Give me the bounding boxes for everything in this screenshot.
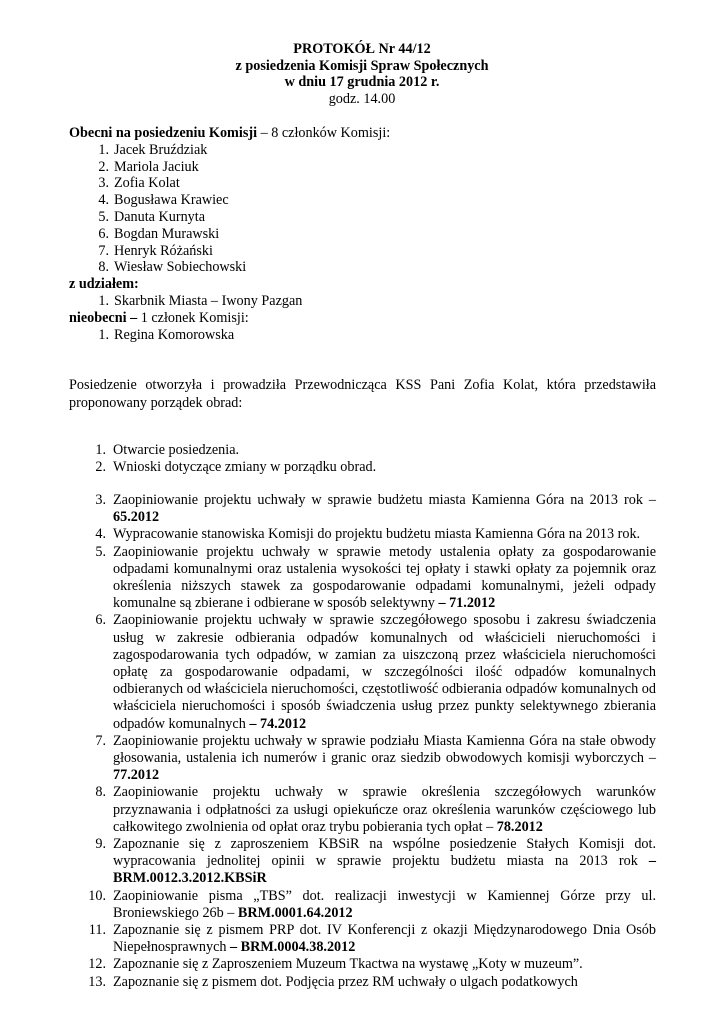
agenda-item <box>80 888 656 922</box>
agenda-text: Zapoznanie się z Zaproszeniem Muzeum Tkactwa na wystawę „Koty w muzeum”. <box>113 956 583 973</box>
resolution-number: – 71.2012 <box>438 595 496 612</box>
protocol-title: PROTOKÓŁ Nr 44/12 <box>293 41 431 57</box>
agenda-item <box>80 544 656 613</box>
list-number: 1. <box>98 326 109 343</box>
members-list <box>69 142 659 276</box>
agenda-item <box>80 526 656 543</box>
agenda-item <box>80 459 656 476</box>
agenda-number: 12. <box>88 956 106 973</box>
list-item <box>69 226 659 243</box>
agenda-number: 6. <box>95 612 106 629</box>
list-item <box>69 327 659 344</box>
agenda-item <box>80 956 656 973</box>
agenda-item <box>80 612 656 732</box>
agenda-number: 5. <box>95 543 106 560</box>
agenda-text: Otwarcie posiedzenia. <box>113 442 240 458</box>
agenda-text: Zaopiniowanie projektu uchwały w sprawie metody ustalenia opłaty za gospodarowanie odpadami komunalnymi oraz ustalenia wysokości tej opłaty i stawki opłaty za pojemnik oraz określenia niższych stawek za gospodarowanie odpadami komunalnymi, jeżeli odpady komunalne są zbierane i odbierane w sposób selektywny <box>113 543 656 612</box>
agenda-number: 13. <box>88 973 106 990</box>
resolution-number: – BRM.0004.38.2012 <box>230 939 356 956</box>
agenda-text: Zaopiniowanie projektu uchwały w sprawie określenia szczegółowych warunków przyznawania i odpłatności za usługi opiekuńcze oraz określenia warunków częściowego lub całkowitego zwolnienia od opłat oraz trybu pobierania tych opłat – <box>113 784 656 835</box>
list-item <box>69 259 659 276</box>
list-number: 7. <box>98 242 109 259</box>
list-item <box>69 209 659 226</box>
list-number: 2. <box>98 158 109 175</box>
list-number: 1. <box>98 141 109 158</box>
meeting-subtitle: z posiedzenia Komisji Spraw Społecznych <box>235 57 489 74</box>
list-number: 6. <box>98 225 109 242</box>
list-item <box>69 293 659 310</box>
document-header <box>0 41 724 107</box>
person-name: Bogusława Krawiec <box>114 192 229 209</box>
meeting-time: godz. 14.00 <box>328 90 396 107</box>
agenda-list-part1 <box>80 442 656 476</box>
agenda-item <box>80 974 656 991</box>
person-name: Henryk Różański <box>114 242 213 259</box>
person-name: Mariola Jaciuk <box>114 158 199 175</box>
list-number: 1. <box>98 292 109 309</box>
person-name: Bogdan Murawski <box>114 225 220 242</box>
list-item <box>69 243 659 260</box>
agenda-item <box>80 836 656 888</box>
absent-heading: nieobecni – 1 członek Komisji: <box>69 309 249 326</box>
list-item <box>69 142 659 159</box>
agenda-item <box>80 784 656 836</box>
person-name: Danuta Kurnyta <box>114 208 206 225</box>
agenda-number: 8. <box>95 784 106 801</box>
agenda-text: Wypracowanie stanowiska Komisji do projektu budżetu miasta Kamienna Góra na 2013 rok. <box>113 526 641 543</box>
agenda-text: Zapoznanie się z pismem PRP dot. IV Konferencji z okazji Międzynarodowego Dnia Osób Niepełnosprawnych <box>113 922 656 956</box>
agenda-number: 11. <box>88 922 106 939</box>
resolution-number: BRM.0001.64.2012 <box>237 904 353 921</box>
agenda-number: 9. <box>95 836 106 853</box>
list-number: 3. <box>98 175 109 192</box>
agenda-text: Zaopiniowanie projektu uchwały w sprawie budżetu miasta Kamienna Góra na 2013 rok – <box>113 492 656 508</box>
attendance-heading: Obecni na posiedzeniu Komisji – 8 członków Komisji: <box>69 125 391 141</box>
list-item <box>69 159 659 176</box>
resolution-number: 65.2012 <box>113 509 160 526</box>
resolution-number: – 74.2012 <box>249 715 307 732</box>
agenda-number: 4. <box>95 526 106 543</box>
person-name: Jacek Bruździak <box>114 141 208 158</box>
list-number: 4. <box>98 192 109 209</box>
person-name: Skarbnik Miasta – Iwony Pazgan <box>114 292 303 309</box>
agenda-item <box>80 442 656 459</box>
absent-list <box>69 327 659 344</box>
agenda-text: Zapoznanie się z pismem dot. Podjęcia przez RM uchwały o ulgach podatkowych <box>113 973 578 990</box>
agenda-number: 3. <box>95 492 106 508</box>
agenda-text: Wnioski dotyczące zmiany w porządku obrad. <box>113 459 377 476</box>
guests-list <box>69 293 659 310</box>
meeting-date: w dniu 17 grudnia 2012 r. <box>284 74 440 90</box>
person-name: Zofia Kolat <box>114 175 180 192</box>
list-number: 8. <box>98 259 109 276</box>
agenda-item <box>80 922 656 956</box>
resolution-number: – BRM.0012.3.2012.KBSiR <box>113 853 656 887</box>
list-item <box>69 175 659 192</box>
agenda-number: 10. <box>88 887 106 904</box>
list-number: 5. <box>98 208 109 225</box>
agenda-item <box>80 492 656 526</box>
agenda-text: Zaopiniowanie pisma „TBS” dot. realizacji inwestycji w Kamiennej Górze przy ul. Broniewskiego 26b – <box>113 887 656 921</box>
agenda-text: Zaopiniowanie projektu uchwały w sprawie podziału Miasta Kamienna Góra na stałe obwody głosowania, ustalenia ich numerów i granic oraz siedzib obwodowych komisji wyborczych – <box>113 732 656 767</box>
resolution-number: 77.2012 <box>113 767 160 784</box>
guests-heading: z udziałem: <box>69 276 139 293</box>
agenda-number: 7. <box>95 732 106 749</box>
resolution-number: 78.2012 <box>496 818 543 835</box>
agenda-number: 1. <box>95 442 106 458</box>
agenda-text: Zapoznanie się z zaproszeniem KBSiR na wspólne posiedzenie Stałych Komisji dot. wypracowania jednolitej opinii w sprawie projektu budżetu miasta na 2013 rok <box>113 836 656 870</box>
agenda-item <box>80 733 656 785</box>
agenda-number: 2. <box>95 459 106 476</box>
agenda-list-part2 <box>80 492 656 991</box>
intro-paragraph: Posiedzenie otworzyła i prowadziła Przewodnicząca KSS Pani Zofia Kolat, która przedstawiła proponowany porządek obrad: <box>69 377 656 411</box>
agenda-text: Zaopiniowanie projektu uchwały w sprawie szczegółowego sposobu i zakresu świadczenia usług w zakresie odbierania odpadów komunalnych od właścicieli nieruchomości i zagospodarowania tych odpadów, w zamian za uiszczoną przez właściciela nieruchomości opłatę za gospodarowanie odpadami, w szczególności ilość odpadów komunalnych odbieranych od właściciela nieruchomości, częstotliwość odbierania odpadów komunalnych od właściciela nieruchomości i sposób świadczenia usług przez punkty selektywnego zbierania odpadów komunalnych <box>113 612 656 732</box>
person-name: Regina Komorowska <box>114 326 235 343</box>
attendance-section <box>69 125 659 343</box>
list-item <box>69 192 659 209</box>
person-name: Wiesław Sobiechowski <box>114 259 247 276</box>
